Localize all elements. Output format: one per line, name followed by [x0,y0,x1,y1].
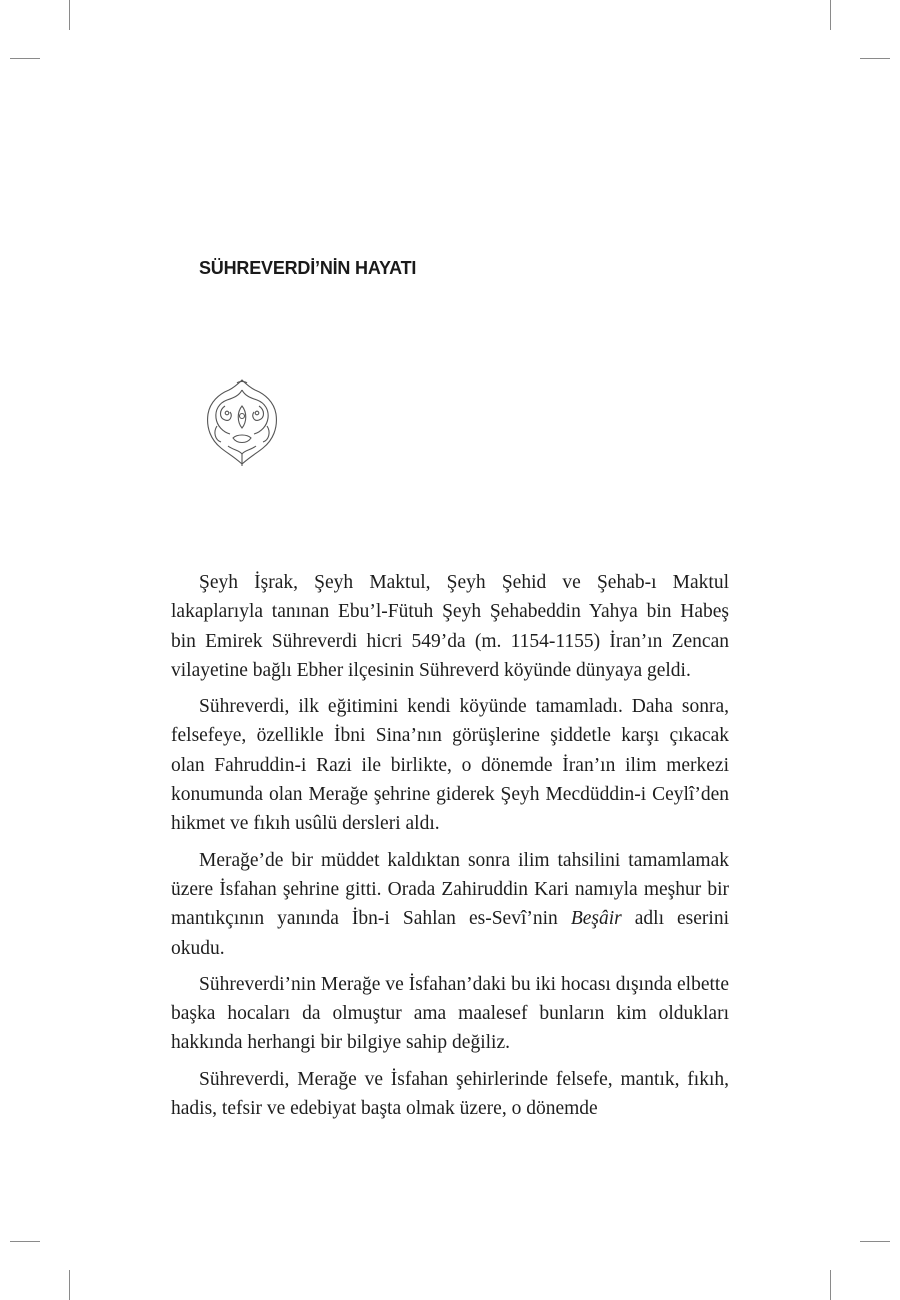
book-title-besair: Beşâir [570,908,622,930]
crop-mark-bottom-left [69,1270,70,1300]
paragraph-3-tail: adlı eserini okudu. [171,908,730,959]
chapter-heading: SÜHREVERDİ’NİN HAYATI [199,258,417,278]
crop-mark-top-right [830,0,831,30]
paragraph-4: Sühreverdi’nin Merağe ve İsfahan’daki bu iki hocası dışında elbette başka hocaları da olmuştur ama maalesef bunların kim oldukları hakkında herhangi bir bilgiye sahip değiliz. [171,973,729,1054]
paragraph-3-main: Merağe’de bir müddet kaldıktan sonra ilim tahsilini tamamlamak üzere İsfahan şehrine gitti. Orada Zahiruddin Kari namıyla meşhur bir mantıkçının yanında İbn-i Sahlan es-Sevî’nin [171,849,729,930]
paragraph-1: Şeyh İşrak, Şeyh Maktul, Şeyh Şehid ve Şehab-ı Maktul lakaplarıyla tanınan Ebu’l-Fütuh Şeyh Şehabeddin Yahya bin Habeş bin Emirek Sühreverdi hicri 549’da (m. 1154-1155) İran’ın Zencan vilayetine bağlı Ebher ilçesinin Sühreverd köyünde dünyaya geldi. [171,572,729,681]
crop-mark-bottom-right [830,1270,831,1300]
crop-mark-top-left [69,0,70,30]
body-text [171,568,729,1123]
crop-mark-right-bottom [860,1241,890,1242]
paragraph-3 [171,846,729,963]
crop-mark-left-top [10,58,40,59]
paragraph-5: Sühreverdi, Merağe ve İsfahan şehirlerinde felsefe, mantık, fıkıh, hadis, tefsir ve edebiyat başta olmak üzere, o dönemde [171,1068,729,1120]
crop-mark-right-top [860,58,890,59]
paragraph-2: Sühreverdi, ilk eğitimini kendi köyünde tamamladı. Daha sonra, felsefeye, özellikle İbni Sina’nın görüşlerine şiddetle karşı çıkacak olan Fahruddin-i Razi ile birlikte, o dönemde İran’ın ilim merkezi konumunda olan Merağe şehrine giderek Şeyh Mecdüddin-i Ceylî’den hikmet ve fıkıh usûlü dersleri aldı. [171,696,729,835]
crop-mark-left-bottom [10,1241,40,1242]
ornament-icon [203,376,281,468]
